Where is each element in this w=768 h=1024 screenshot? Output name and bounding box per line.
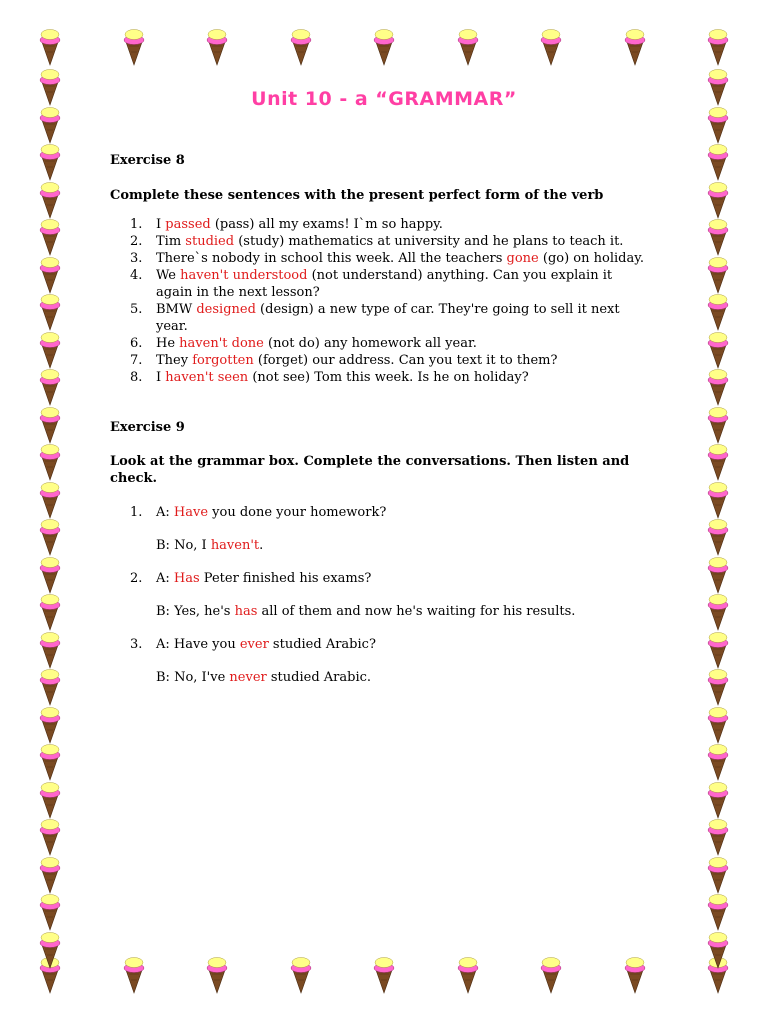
exercise-8-list xyxy=(110,216,650,386)
answer: haven't done xyxy=(179,336,264,351)
ice-cream-cone-icon xyxy=(706,593,730,631)
ice-cream-cone-icon xyxy=(706,106,730,144)
list-item: 5. BMW designed (design) a new type of car. They're going to sell it next year. xyxy=(130,302,620,334)
ice-cream-cone-icon xyxy=(38,256,62,294)
ice-cream-cone-icon xyxy=(539,28,563,66)
answer: ever xyxy=(239,637,269,652)
ice-cream-cone-icon xyxy=(623,28,647,66)
ice-cream-cone-icon xyxy=(38,143,62,181)
ice-cream-cone-icon xyxy=(38,893,62,931)
conversation-item: 3. A: Have you ever studied Arabic? B: No, I've never studied Arabic. xyxy=(110,636,650,686)
list-item: 1. I passed (pass) all my exams! I`m so happy. xyxy=(130,217,443,232)
ice-cream-cone-icon xyxy=(38,706,62,744)
line-a: A: Have you ever studied Arabic? xyxy=(156,637,376,652)
ice-cream-cone-icon xyxy=(706,893,730,931)
ice-cream-cone-icon xyxy=(38,518,62,556)
answer: designed xyxy=(196,302,256,317)
answer: haven't seen xyxy=(165,370,249,385)
ice-cream-cone-icon xyxy=(456,28,480,66)
list-item: 4. We haven't understood (not understand) anything. Can you explain it again in the next lesson? xyxy=(130,268,613,300)
ice-cream-cone-icon xyxy=(289,28,313,66)
ice-cream-cone-icon xyxy=(38,181,62,219)
ice-cream-cone-icon xyxy=(38,593,62,631)
ice-cream-cone-icon xyxy=(706,181,730,219)
line-b: B: No, I haven't. xyxy=(156,538,264,553)
ice-cream-cone-icon xyxy=(706,481,730,519)
ice-cream-cone-icon xyxy=(706,556,730,594)
ice-cream-cone-icon xyxy=(706,218,730,256)
list-item: 8. I haven't seen (not see) Tom this week. Is he on holiday? xyxy=(130,370,529,385)
ice-cream-cone-icon xyxy=(706,631,730,669)
ice-cream-cone-icon xyxy=(289,956,313,994)
ice-cream-cone-icon xyxy=(38,781,62,819)
ice-cream-cone-icon xyxy=(38,443,62,481)
ice-cream-cone-icon xyxy=(706,668,730,706)
ice-cream-cone-icon xyxy=(706,856,730,894)
line-b: B: Yes, he's has all of them and now he's waiting for his results. xyxy=(156,604,576,619)
ice-cream-cone-icon xyxy=(205,956,229,994)
conversation-item: 1. A: Have you done your homework? B: No, I haven't. xyxy=(110,504,650,554)
ice-cream-cone-icon xyxy=(706,368,730,406)
ice-cream-cone-icon xyxy=(38,218,62,256)
ice-cream-cone-icon xyxy=(706,256,730,294)
ice-cream-cone-icon xyxy=(38,818,62,856)
exercise-9-list xyxy=(110,504,650,686)
ice-cream-cone-icon xyxy=(706,706,730,744)
ice-cream-cone-icon xyxy=(38,106,62,144)
ice-cream-cone-icon xyxy=(706,818,730,856)
worksheet-content xyxy=(110,152,650,686)
list-item: 2. Tim studied (study) mathematics at university and he plans to teach it. xyxy=(130,234,624,249)
exercise-9-instruction: Look at the grammar box. Complete the conversations. Then listen and check. xyxy=(110,454,630,486)
ice-cream-cone-icon xyxy=(706,781,730,819)
ice-cream-cone-icon xyxy=(122,28,146,66)
ice-cream-cone-icon xyxy=(456,956,480,994)
ice-cream-cone-icon xyxy=(38,631,62,669)
ice-cream-cone-icon xyxy=(38,556,62,594)
line-a: A: Have you done your homework? xyxy=(156,505,387,520)
ice-cream-cone-icon xyxy=(38,331,62,369)
answer: forgotten xyxy=(192,353,254,368)
ice-cream-cone-icon xyxy=(205,28,229,66)
ice-cream-cone-icon xyxy=(539,956,563,994)
ice-cream-cone-icon xyxy=(706,743,730,781)
list-item: 6. He haven't done (not do) any homework all year. xyxy=(130,336,477,351)
ice-cream-cone-icon xyxy=(706,143,730,181)
ice-cream-cone-icon xyxy=(372,28,396,66)
ice-cream-cone-icon xyxy=(38,406,62,444)
ice-cream-cone-icon xyxy=(623,956,647,994)
exercise-8-heading: Exercise 8 xyxy=(110,153,185,168)
ice-cream-cone-icon xyxy=(706,443,730,481)
answer: never xyxy=(229,670,267,685)
ice-cream-cone-icon xyxy=(38,293,62,331)
ice-cream-cone-icon xyxy=(706,293,730,331)
answer: haven't understood xyxy=(180,268,308,283)
ice-cream-cone-icon xyxy=(706,331,730,369)
ice-cream-cone-icon xyxy=(38,743,62,781)
conversation-item: 2. A: Has Peter finished his exams? B: Yes, he's has all of them and now he's waiting for his results. xyxy=(110,570,650,620)
answer: Has xyxy=(173,571,200,586)
ice-cream-cone-icon xyxy=(706,28,730,66)
answer: has xyxy=(234,604,258,619)
ice-cream-cone-icon xyxy=(38,931,62,969)
line-b: B: No, I've never studied Arabic. xyxy=(156,670,372,685)
answer: haven't xyxy=(210,538,260,553)
ice-cream-cone-icon xyxy=(706,931,730,969)
ice-cream-cone-icon xyxy=(38,368,62,406)
answer: Have xyxy=(173,505,209,520)
ice-cream-cone-icon xyxy=(38,668,62,706)
exercise-8-instruction: Complete these sentences with the present perfect form of the verb xyxy=(110,188,604,203)
list-item: 7. They forgotten (forget) our address. Can you text it to them? xyxy=(130,353,558,368)
ice-cream-cone-icon xyxy=(38,481,62,519)
list-item: 3. There`s nobody in school this week. All the teachers gone (go) on holiday. xyxy=(130,251,644,266)
exercise-9-heading: Exercise 9 xyxy=(110,420,185,435)
ice-cream-cone-icon xyxy=(706,406,730,444)
page-title: Unit 10 - a “GRAMMAR” xyxy=(251,88,517,110)
answer: gone xyxy=(506,251,539,266)
ice-cream-cone-icon xyxy=(38,28,62,66)
ice-cream-cone-icon xyxy=(372,956,396,994)
answer: passed xyxy=(165,217,211,232)
answer: studied xyxy=(185,234,235,249)
ice-cream-cone-icon xyxy=(38,856,62,894)
ice-cream-cone-icon xyxy=(122,956,146,994)
ice-cream-cone-icon xyxy=(706,518,730,556)
line-a: A: Has Peter finished his exams? xyxy=(156,571,372,586)
